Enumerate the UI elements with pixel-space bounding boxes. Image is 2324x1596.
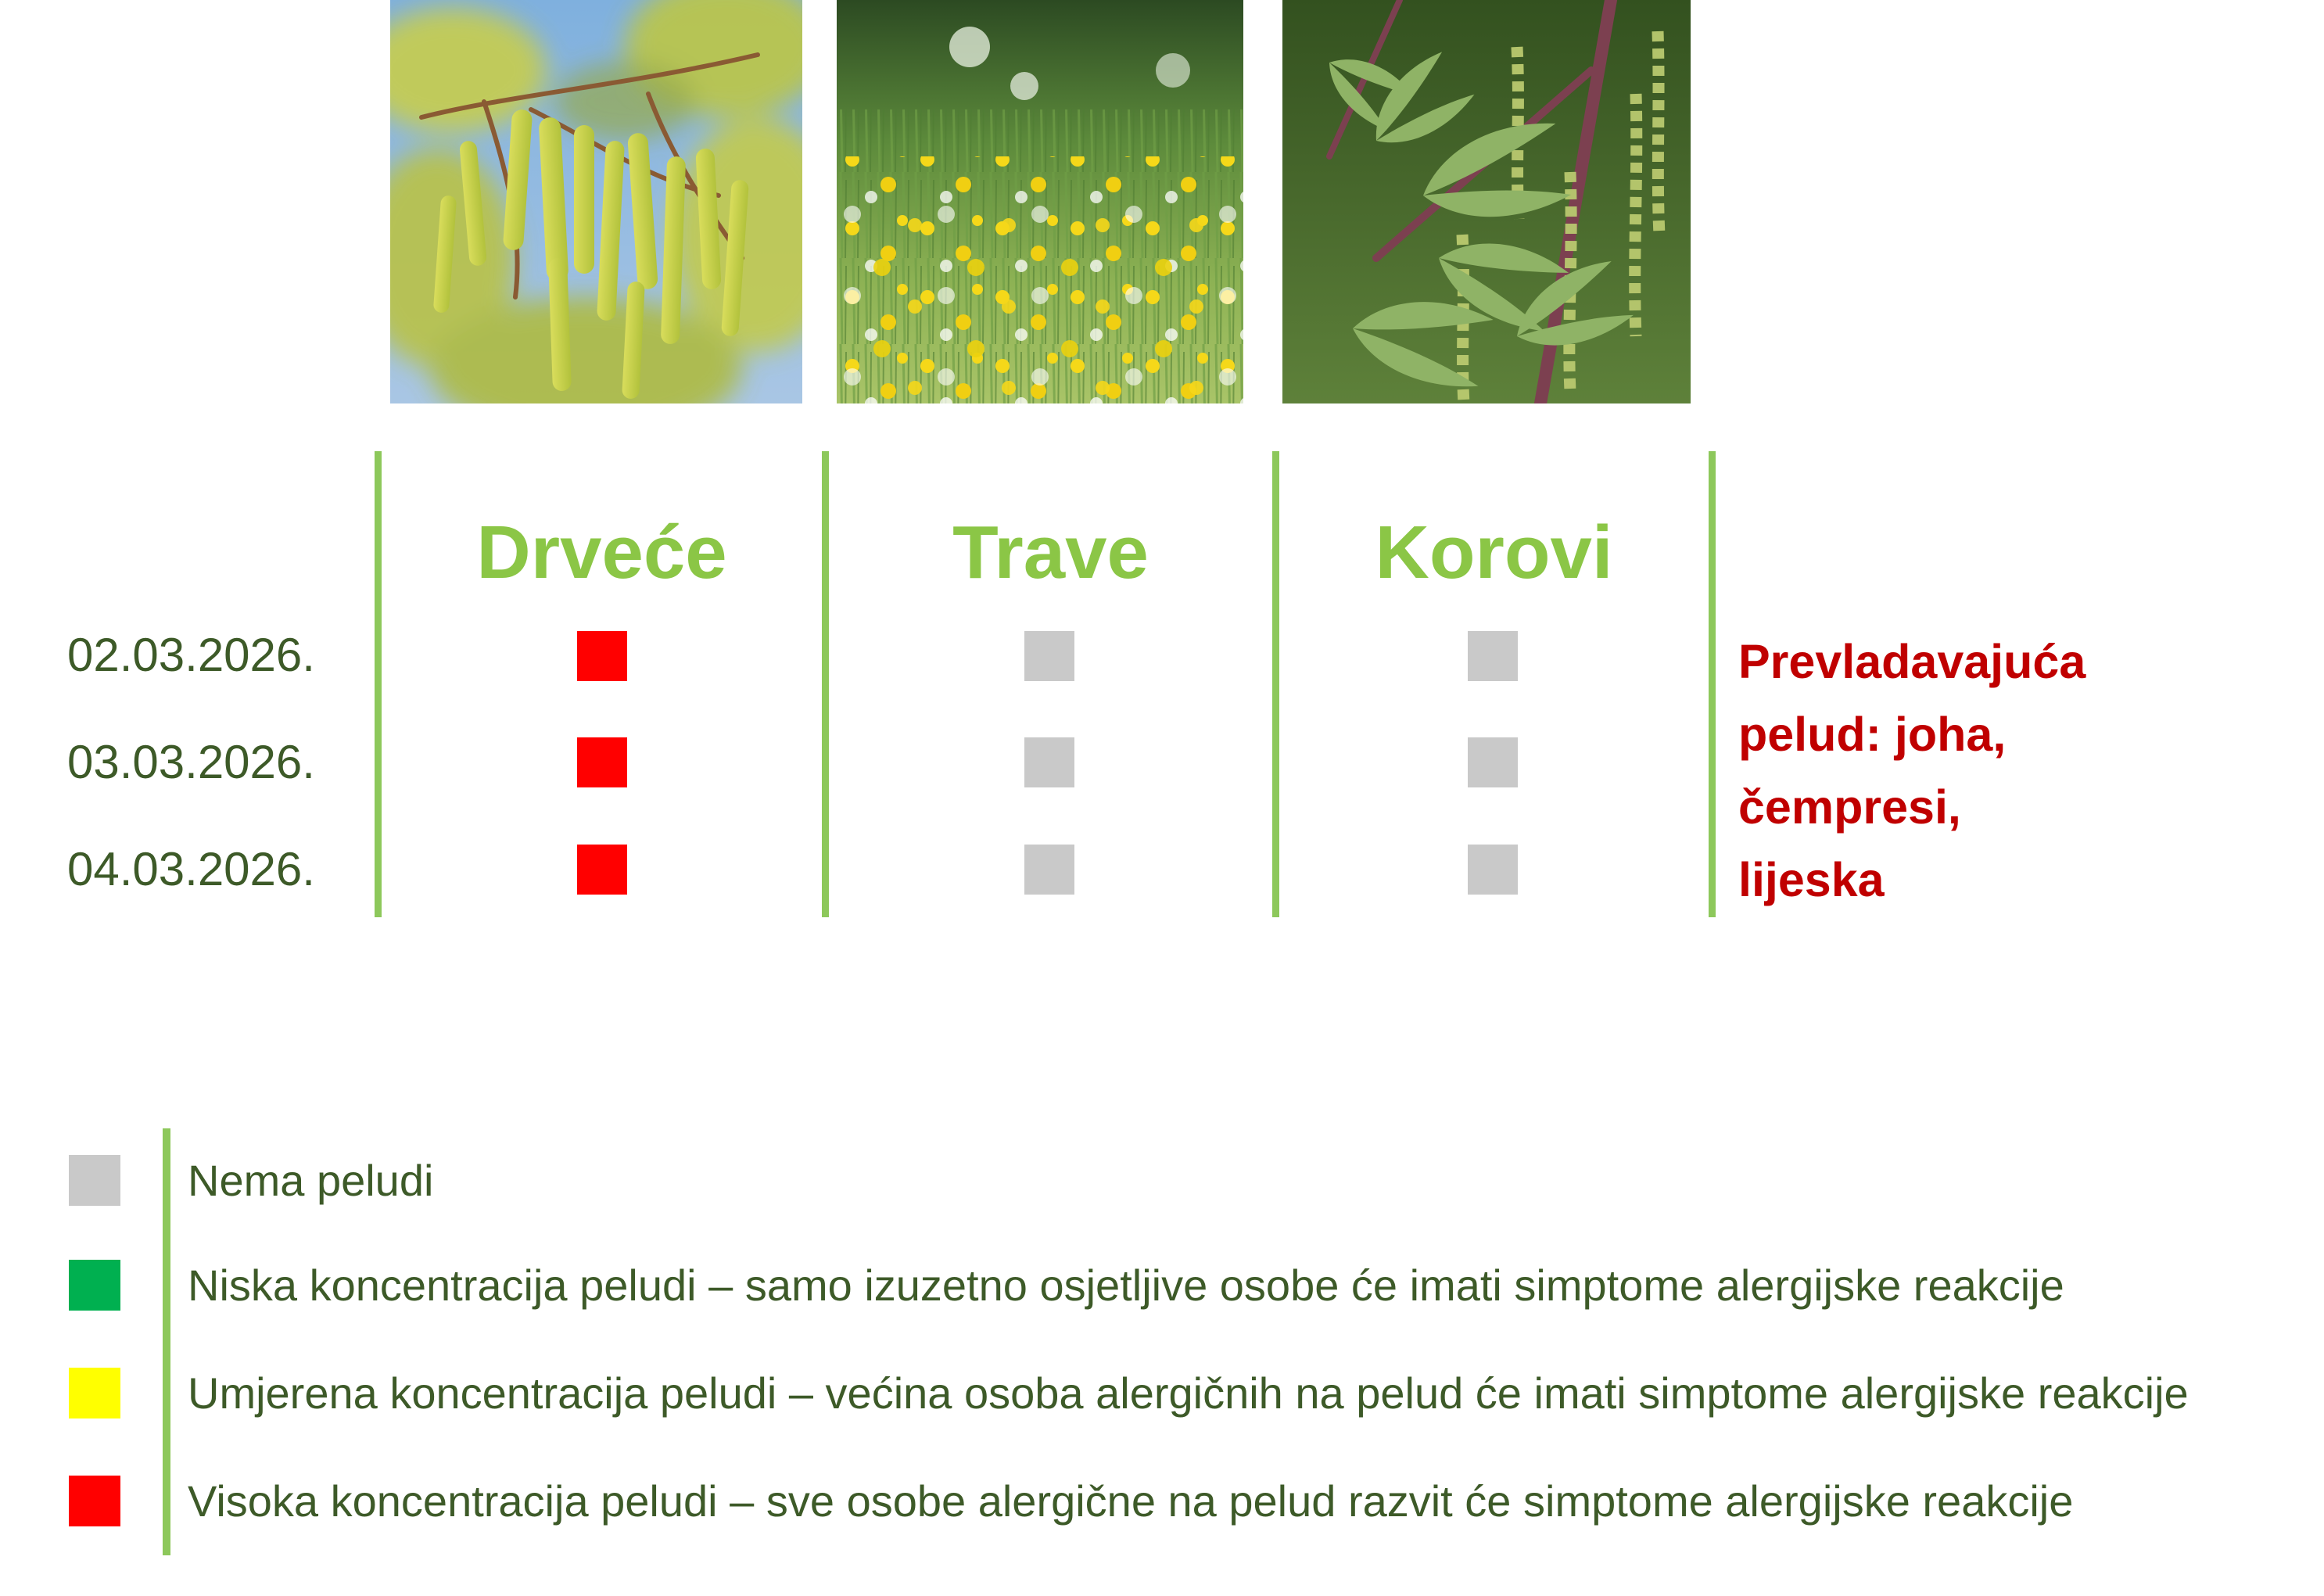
- pollen-level-cell: [1024, 737, 1074, 787]
- column-header-trees: Drveće: [476, 511, 727, 594]
- dominant-pollen-line: pelud: joha,: [1738, 708, 2007, 761]
- pollen-level-cell: [1024, 631, 1074, 681]
- column-divider: [822, 451, 829, 917]
- legend-label-moderate: Umjerena koncentracija peludi – većina osoba alergičnih na pelud će imati simptome alergijske reakcije: [188, 1368, 2189, 1418]
- pollen-level-cell: [577, 631, 627, 681]
- pollen-level-cell: [1024, 845, 1074, 895]
- pollen-level-cell: [1468, 631, 1518, 681]
- legend-label-low: Niska koncentracija peludi – samo izuzetno osjetljive osobe će imati simptome alergijske reakcije: [188, 1261, 2064, 1310]
- dominant-pollen-line: lijeska: [1738, 853, 1885, 906]
- pollen-level-cell: [577, 845, 627, 895]
- column-header-grasses: Trave: [952, 511, 1149, 594]
- legend-swatch-low: [69, 1260, 120, 1311]
- date-label: 04.03.2026.: [67, 843, 315, 895]
- legend-swatch-high: [69, 1476, 120, 1526]
- column-divider: [1272, 451, 1279, 917]
- grasses-photo: [837, 0, 1243, 403]
- pollen-level-cell: [577, 737, 627, 787]
- legend-divider: [163, 1128, 170, 1555]
- column-divider: [375, 451, 382, 917]
- legend-swatch-moderate: [69, 1368, 120, 1418]
- pollen-level-cell: [1468, 737, 1518, 787]
- date-label: 03.03.2026.: [67, 736, 315, 788]
- pollen-level-cell: [1468, 845, 1518, 895]
- legend-label-none: Nema peludi: [188, 1156, 434, 1205]
- column-divider: [1709, 451, 1716, 917]
- dominant-pollen-line: čempresi,: [1738, 780, 1961, 834]
- legend-label-high: Visoka koncentracija peludi – sve osobe alergične na pelud razvit će simptome alergijske reakcije: [188, 1476, 2074, 1526]
- weeds-photo: [1282, 0, 1691, 403]
- dominant-pollen-line: Prevladavajuća: [1738, 635, 2086, 688]
- trees-photo: [390, 0, 802, 403]
- date-label: 02.03.2026.: [67, 629, 315, 681]
- column-header-weeds: Korovi: [1375, 511, 1613, 594]
- dominant-pollen-note: [1738, 626, 2301, 916]
- legend-swatch-none: [69, 1155, 120, 1206]
